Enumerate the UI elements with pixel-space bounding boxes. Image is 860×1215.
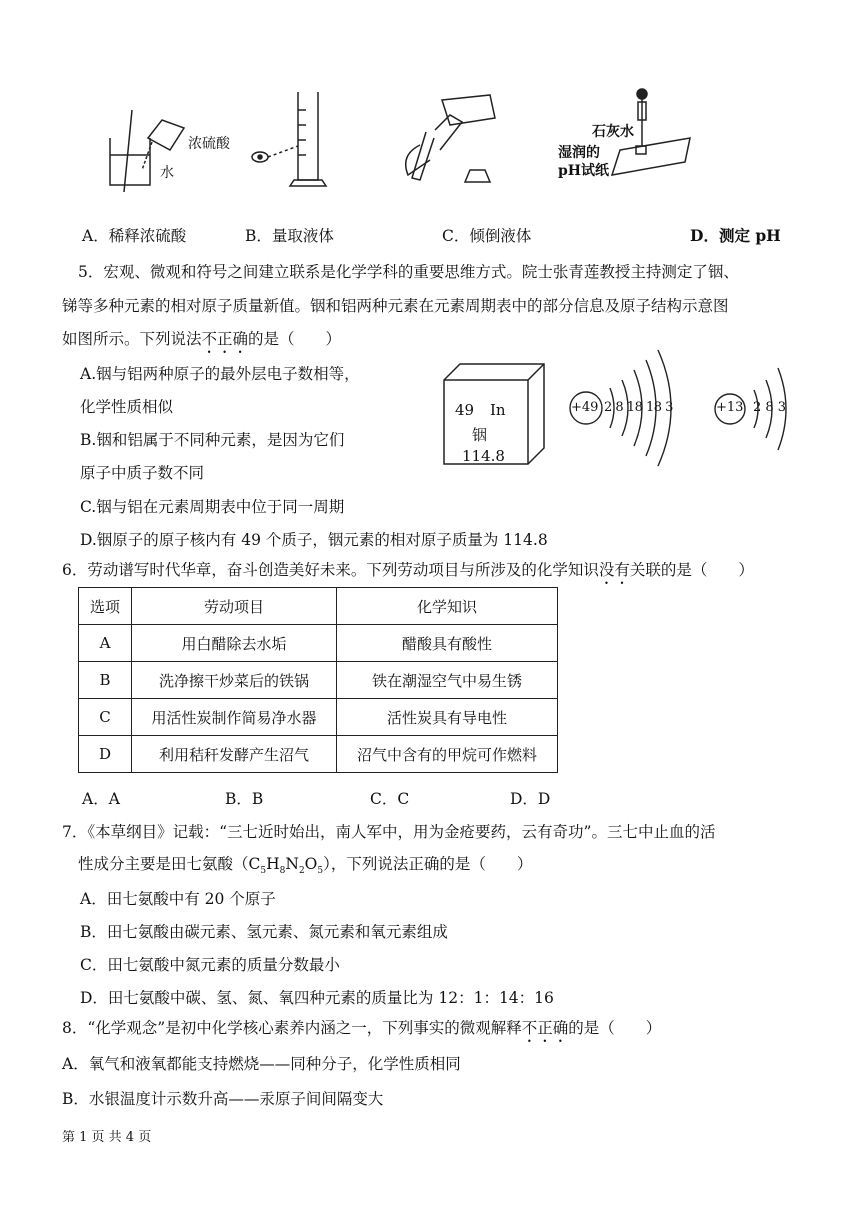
cell: 活性炭具有导电性: [337, 699, 558, 736]
q8-option-b: B．水银温度计示数升高——汞原子间间隔变大: [62, 1090, 384, 1108]
table-row: [79, 699, 558, 736]
q4-option-c: C．倾倒液体: [442, 227, 532, 245]
indium-nucleus: +49: [571, 400, 599, 415]
q4-option-b: B．量取液体: [245, 227, 334, 245]
label-wet: 湿润的: [558, 145, 600, 161]
label-limewater: 石灰水: [592, 124, 634, 140]
cell: 用白醋除去水垢: [132, 625, 337, 662]
q5-stem-line1: 5．宏观、微观和符号之间建立联系是化学学科的重要思维方式。院士张青莲教授主持测定了铟、: [78, 263, 739, 281]
cell: 铁在潮湿空气中易生锈: [337, 662, 558, 699]
cell: C: [79, 699, 132, 736]
cell: B: [79, 662, 132, 699]
pouring-illustration: [406, 95, 495, 182]
q7-option-c: C．田七氨酸中氮元素的质量分数最小: [80, 956, 340, 974]
table-row: [79, 736, 558, 773]
q7-stem-line2: 性成分主要是田七氨酸$(C_5H_8N_2O_5)$，下列说法正确的是（ ）: [78, 855, 533, 877]
element-mass: 114.8: [462, 447, 505, 465]
q7-stem-line1: 7．《本草纲目》记载：“三七近时始出，南人军中，用为金疮要药，云有奇功”。三七中止血的活: [62, 823, 716, 841]
q7-option-b: B．田七氨酸由碳元素、氢元素、氮元素和氧元素组成: [80, 923, 448, 941]
q6-table: [78, 587, 558, 773]
q5-option-b-line1: B.铟和铝属于不同种元素，是因为它们: [80, 431, 345, 449]
q4-option-a: A．稀释浓硫酸: [82, 227, 187, 245]
label-conc-acid: 浓硫酸: [188, 136, 230, 152]
q5-option-c: C.铟与铝在元素周期表中位于同一周期: [80, 498, 345, 516]
cell: A: [79, 625, 132, 662]
cell: 醋酸具有酸性: [337, 625, 558, 662]
q5-option-d: D.铟原子的原子核内有 49 个质子，铟元素的相对原子质量为 114.8: [80, 531, 548, 549]
table-header-row: [79, 588, 558, 625]
element-name: 铟: [472, 426, 488, 444]
cell: 利用秸秆发酵产生沼气: [132, 736, 337, 773]
cell: 洗净擦干炒菜后的铁锅: [132, 662, 337, 699]
q5-stem-line3: 如图所示。下列说法不正确的是（ ）: [62, 330, 342, 348]
aluminum-nucleus: +13: [716, 400, 744, 415]
table-row: [79, 662, 558, 699]
element-symbol: In: [490, 401, 506, 419]
q6-stem: 6．劳动谱写时代华章，奋斗创造美好未来。下列劳动项目与所涉及的化学知识没有关联的是（ ）: [62, 561, 754, 579]
cylinder-illustration: [252, 92, 326, 186]
aluminum-shells: 2 8 3: [753, 400, 787, 415]
q6-option-c: C．C: [370, 790, 410, 808]
q6-option-b: B．B: [225, 790, 264, 808]
q5-option-a-line2: 化学性质相似: [80, 398, 174, 416]
table-row: [79, 625, 558, 662]
cell: 沼气中含有的甲烷可作燃料: [337, 736, 558, 773]
q6-option-d: D．D: [510, 790, 551, 808]
indium-shells: 2 8 18 18 3: [604, 400, 673, 415]
cell: D: [79, 736, 132, 773]
q6-option-a: A．A: [82, 790, 120, 808]
label-ph-paper: pH试纸: [558, 163, 610, 179]
label-water: 水: [160, 165, 174, 181]
q7-option-a: A．田七氨酸中有 20 个原子: [80, 890, 276, 908]
q5-option-b-line2: 原子中质子数不同: [80, 464, 205, 482]
q4-option-d: D．测定 pH: [690, 226, 781, 245]
header-knowledge: 化学知识: [337, 588, 558, 625]
cell: 用活性炭制作简易净水器: [132, 699, 337, 736]
q5-option-a-line1: A.铟与铝两种原子的最外层电子数相等，: [80, 365, 360, 383]
q7-option-d: D．田七氨酸中碳、氢、氮、氧四种元素的质量比为 12：1：14：16: [80, 989, 554, 1007]
page-footer: 第 1 页 共 4 页: [62, 1130, 152, 1145]
q5-stem-line2: 锑等多种元素的相对原子质量新值。铟和铝两种元素在元素周期表中的部分信息及原子结构示意图: [62, 297, 729, 315]
header-labor: 劳动项目: [132, 588, 337, 625]
header-option: 选项: [79, 588, 132, 625]
element-number: 49: [455, 401, 475, 419]
q8-stem: 8．“化学观念”是初中化学核心素养内涵之一，下列事实的微观解释不正确的是（ ）: [62, 1019, 662, 1037]
q8-option-a: A．氧气和液氧都能支持燃烧——同种分子，化学性质相同: [62, 1055, 461, 1073]
